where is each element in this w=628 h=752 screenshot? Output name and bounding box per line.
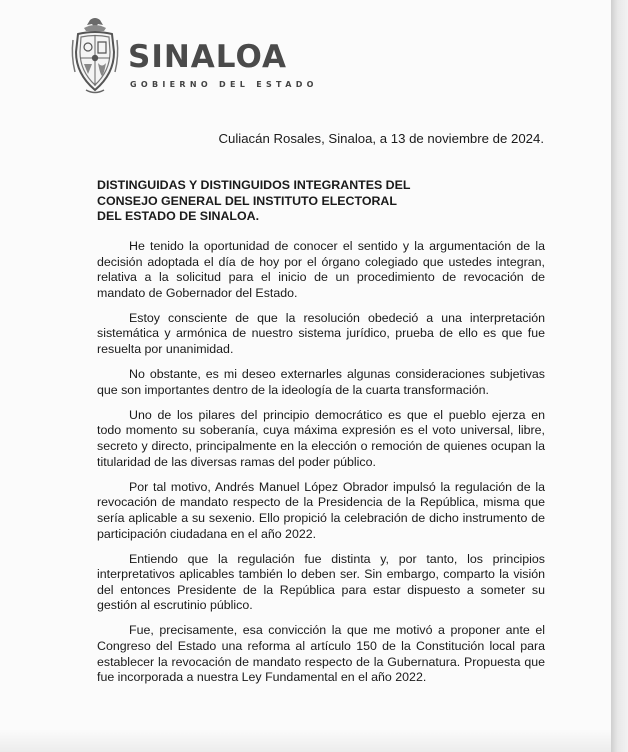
- recipient-line: DISTINGUIDAS Y DISTINGUIDOS INTEGRANTES DEL: [97, 178, 411, 192]
- dateline: Culiacán Rosales, Sinaloa, a 13 de noviembre de 2024.: [218, 131, 544, 146]
- recipient-line: DEL ESTADO DE SINALOA.: [97, 209, 260, 223]
- recipient-block: [97, 178, 410, 225]
- body-paragraph: He tenido la oportunidad de conocer el sentido y la argumentación de la decisión adoptada el día de hoy por el órgano colegiado que ustedes integran, relativa a la solicitud para el inicio de un procedimiento de revocación de mandato de Gobernador del Estado.: [97, 239, 545, 300]
- letter-body: [97, 239, 545, 695]
- letterhead: [70, 16, 330, 96]
- sinaloa-coat-of-arms-icon: [70, 16, 120, 96]
- body-paragraph: Entiendo que la regulación fue distinta y, por tanto, los principios interpretativos aplicables también lo deben ser. Sin embargo, comparto la visión del entonces Presidente de la República para estar dispuesto a someter su gestión al escrutinio público.: [97, 551, 545, 613]
- brand-subtitle: GOBIERNO DEL ESTADO: [130, 80, 318, 89]
- recipient-line: CONSEJO GENERAL DEL INSTITUTO ELECTORAL: [97, 193, 397, 208]
- brand-name: SINALOA: [128, 39, 287, 75]
- page-edge-shadow: [611, 0, 628, 752]
- page-bottom-shadow: [0, 730, 611, 752]
- body-paragraph: Por tal motivo, Andrés Manuel López Obrador impulsó la regulación de la revocación de mandato respecto de la Presidencia de la República, misma que sería aplicable a su sexenio. Ello propició la celebración de dicho instrumento de participación ciudadana en el año 2022.: [97, 479, 545, 541]
- body-paragraph: Fue, precisamente, esa convicción la que me motivó a proponer ante el Congreso del Estado una reforma al artículo 150 de la Constitución local para establecer la revocación de mandato respecto de la Gubernatura. Propuesta que fue incorporada a nuestra Ley Fundamental en el año 2022.: [97, 623, 545, 685]
- body-paragraph: No obstante, es mi deseo externarles algunas consideraciones subjetivas que son importantes dentro de la ideología de la cuarta transformación.: [97, 367, 545, 397]
- body-paragraph: Uno de los pilares del principio democrático es que el pueblo ejerza en todo momento su soberanía, cuya máxima expresión es el voto universal, libre, secreto y directo, principalmente en la elección o remoción de quienes ocupan la titularidad de las diversas ramas del poder público.: [97, 407, 545, 469]
- body-paragraph: Estoy consciente de que la resolución obedeció a una interpretación sistemática y armónica de nuestro sistema jurídico, prueba de ello es que fue resuelta por unanimidad.: [97, 310, 545, 357]
